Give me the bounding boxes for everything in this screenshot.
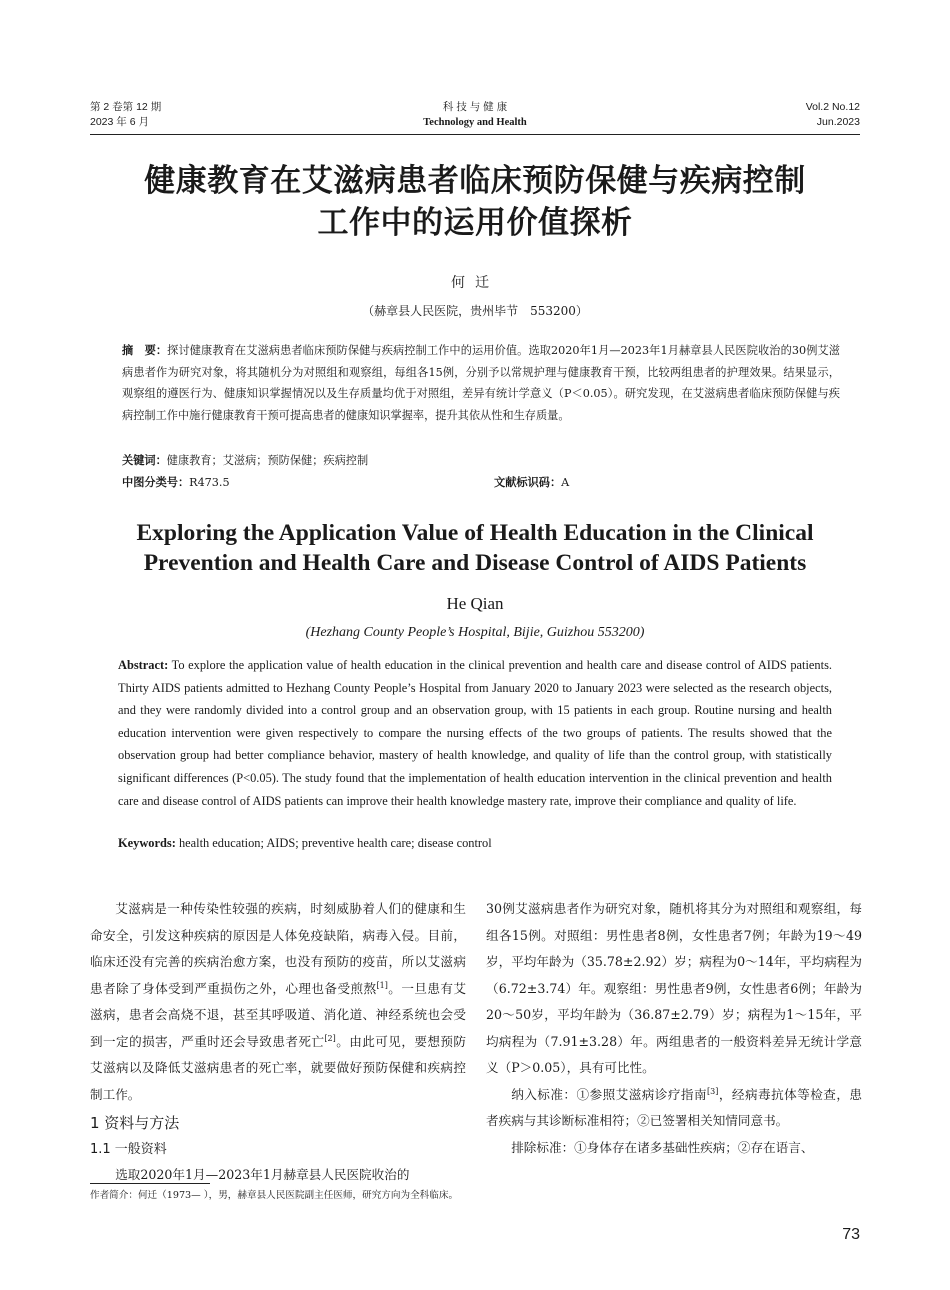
keywords-cn <box>122 451 840 471</box>
intro-paragraph <box>90 896 466 1108</box>
keywords-en-label: Keywords: <box>118 836 176 850</box>
author-bio-footnote: 作者简介：何迁（1973— ），男，赫章县人民医院副主任医师，研究方向为全科临床。 <box>90 1190 459 1201</box>
page-number: 73 <box>842 1226 860 1243</box>
intro-text-part3: 。由此可见，要想预防艾滋病以及降低艾滋病患者的死亡率，就要做好预防保健和疾病控制工作。 <box>90 1033 466 1102</box>
journal-name-en: Technology and Health <box>423 117 527 128</box>
inclusion-text-part1: 纳入标准：①参照艾滋病诊疗指南 <box>511 1086 708 1102</box>
general-data-paragraph-cont: 30例艾滋病患者作为研究对象，随机将其分为对照组和观察组，每组各15例。对照组：男性患者8例，女性患者7例；年龄为19～49岁，平均年龄为（35.78±2.92）岁；病程为0～14年，平均病程为（6.72±3.74）年。观察组：男性患者9例，女性患者6例；年龄为20～50岁，平均年龄为（36.87±2.79）岁；病程为1～15年，平均病程为（7.91±3.28）年。两组患者的一般资料差异无统计学意义（P＞0.05），具有可比性。 <box>486 901 862 1075</box>
citation-ref-2: [2] <box>324 1033 336 1043</box>
citation-ref-3: [3] <box>707 1086 719 1096</box>
general-data-paragraph-start: 选取2020年1月—2023年1月赫章县人民医院收治的 <box>115 1167 410 1182</box>
abstract-en-text: To explore the application value of health education in the clinical prevention and health care and disease control of AIDS patients. Thirty AIDS patients admitted to Hezhang County People’s Hospital from January 2020 to January 2023 were selected as the research objects, and they were randomly divided into a control group and an observation group, with 15 patients in each group. Routine nursing and health education intervention were given respectively to compare the nursing effects of the two groups of patients. The results showed that the observation group had better compliance behavior, mastery of health knowledge, and quality of life than the control group, with statistically significant differences (P<0.05). The study found that the implementation of health education intervention in the clinical prevention and health care and disease control of AIDS patients can improve their health knowledge mastery rate, improve their compliance and quality of life. <box>118 658 832 808</box>
date-en: Jun.2023 <box>816 116 860 128</box>
paper-title-cn-line1: 健康教育在艾滋病患者临床预防保健与疾病控制 <box>144 163 806 199</box>
affiliation-en: (Hezhang County People’s Hospital, Bijie, Guizhou 553200) <box>305 625 645 640</box>
paper-title-en-line1: Exploring the Application Value of Health Education in the Clinical <box>136 520 814 546</box>
paper-title-cn <box>60 160 890 244</box>
author-en: He Qian <box>446 594 504 613</box>
body-column-left <box>90 896 466 1189</box>
classification-number <box>122 473 230 493</box>
abstract-en-label: Abstract: <box>118 658 169 672</box>
inclusion-text-part2: ，经病毒抗体等检查，患者疾病与其诊断标准相符；②已签署相关知情同意书。 <box>486 1086 863 1128</box>
journal-name-cn: 科 技 与 健 康 <box>442 101 508 113</box>
classification-label: 中图分类号： <box>122 476 190 489</box>
classification-value: R473.5 <box>189 476 230 489</box>
abstract-cn <box>122 340 840 426</box>
keywords-en <box>118 832 832 854</box>
volume-issue-en: Vol.2 No.12 <box>805 101 860 113</box>
abstract-cn-label: 摘 要： <box>122 344 168 357</box>
keywords-en-text: health education; AIDS; preventive health care; disease control <box>178 836 492 850</box>
footnote-divider <box>90 1183 210 1184</box>
document-code <box>494 473 569 493</box>
affiliation-cn: （赫章县人民医院，贵州毕节 553200） <box>362 304 588 318</box>
paper-title-en <box>60 518 890 578</box>
exclusion-criteria-paragraph: 排除标准：①身体存在诸多基础性疾病；②存在语言、 <box>511 1139 814 1155</box>
subsection-heading-general-data: 1.1 一般资料 <box>90 1142 167 1157</box>
body-column-right <box>486 896 862 1161</box>
keywords-cn-text: 健康教育；艾滋病；预防保健；疾病控制 <box>166 454 369 467</box>
journal-issue-en <box>806 100 860 130</box>
author-cn: 何迁 <box>451 275 499 291</box>
abstract-cn-text: 探讨健康教育在艾滋病患者临床预防保健与疾病控制工作中的运用价值。选取2020年1月—2023年1月赫章县人民医院收治的30例艾滋病患者作为研究对象，将其随机分为对照组和观察组，每组各15例，分别予以常规护理与健康教育干预，比较两组患者的护理效果。结果显示，观察组的遵医行为、健康知识掌握情况以及生存质量均优于对照组，差异有统计学意义（P＜0.05）。研究发现，在艾滋病患者临床预防保健与疾病控制工作中施行健康教育干预可提高患者的健康知识掌握率，提升其依从性和生存质量。 <box>122 344 840 422</box>
keywords-cn-label: 关键词： <box>122 454 167 467</box>
inclusion-criteria-paragraph <box>486 1082 862 1135</box>
paper-title-en-line2: Prevention and Health Care and Disease Control of AIDS Patients <box>143 550 807 576</box>
paper-title-cn-line2: 工作中的运用价值探析 <box>317 205 633 241</box>
document-code-label: 文献标识码： <box>494 476 562 489</box>
intro-text-part1: 艾滋病是一种传染性较强的疾病，时刻威胁着人们的健康和生命安全，引发这种疾病的原因是人体免疫缺陷，病毒入侵。目前，临床还没有完善的疾病治愈方案，也没有预防的疫苗，所以艾滋病患者除了身体受到严重损伤之外，心理也备受煎熬 <box>90 901 466 996</box>
document-code-value: A <box>561 476 570 489</box>
intro-text-part2: 。一旦患有艾滋病，患者会高烧不退，甚至其呼吸道、消化道、神经系统也会受到一定的损害，严重时还会导致患者死亡 <box>90 980 466 1049</box>
header-divider <box>90 134 860 135</box>
volume-issue-cn: 第 2 卷第 12 期 <box>90 101 162 113</box>
section-heading-materials-methods: 1 资料与方法 <box>90 1114 180 1132</box>
citation-ref-1: [1] <box>376 980 388 990</box>
abstract-en <box>118 654 832 812</box>
date-cn: 2023 年 6 月 <box>90 116 149 128</box>
